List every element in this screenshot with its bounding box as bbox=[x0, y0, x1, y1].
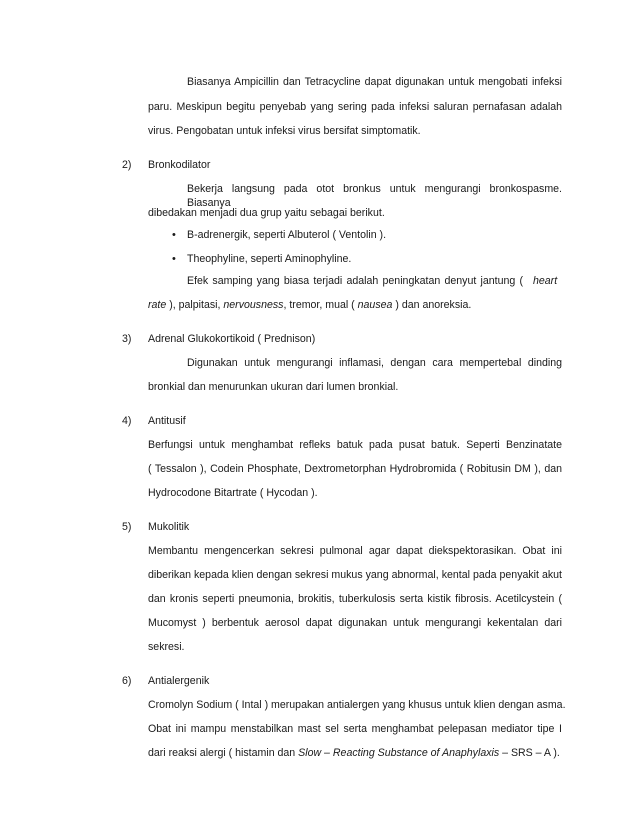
italic-term: Slow – Reacting Substance of Anaphylaxis bbox=[298, 747, 500, 759]
bullet-item: B-adrenergik, seperti Albuterol ( Ventolin ). bbox=[187, 229, 387, 241]
paragraph-line: sekresi. bbox=[148, 641, 185, 653]
paragraph-line: Mucomyst ) berbentuk aerosol dapat digunakan untuk mengurangi kekentalan dari bbox=[148, 617, 562, 629]
paragraph-line: dibedakan menjadi dua grup yaitu sebagai berikut. bbox=[148, 207, 385, 219]
paragraph-line: Biasanya Ampicillin dan Tetracycline dapat digunakan untuk mengobati infeksi bbox=[187, 76, 562, 88]
paragraph-line bbox=[148, 298, 471, 312]
paragraph-line: Bekerja langsung pada otot bronkus untuk mengurangi bronkospasme. Biasanya bbox=[187, 183, 562, 209]
italic-term: heart bbox=[533, 275, 558, 287]
bullet-item: Theophyline, seperti Aminophyline. bbox=[187, 253, 352, 265]
paragraph-line bbox=[148, 746, 560, 760]
paragraph-line: Berfungsi untuk menghambat refleks batuk pada pusat batuk. Seperti Benzinatate bbox=[148, 439, 562, 451]
section-number: 5) bbox=[122, 521, 132, 533]
section-number: 6) bbox=[122, 675, 132, 687]
paragraph-line: dan kronis seperti pneumonia, brokitis, tuberkulosis serta kistik fibrosis. Acetilcystein ( bbox=[148, 593, 562, 605]
paragraph-line: ( Tessalon ), Codein Phosphate, Dextrometorphan Hydrobromida ( Robitusin DM ), dan bbox=[148, 463, 562, 475]
bullet-icon: • bbox=[172, 253, 176, 265]
text-run: ), palpitasi, bbox=[166, 299, 224, 311]
paragraph-line: Membantu mengencerkan sekresi pulmonal agar dapat diekspektorasikan. Obat ini bbox=[148, 545, 562, 557]
text-run: ) dan anoreksia. bbox=[392, 299, 472, 311]
section-number: 4) bbox=[122, 415, 132, 427]
paragraph-line: Digunakan untuk mengurangi inflamasi, dengan cara mempertebal dinding bbox=[187, 357, 562, 369]
paragraph-line: Obat ini mampu menstabilkan mast sel serta menghambat pelepasan mediator tipe I bbox=[148, 723, 562, 735]
paragraph-line: Hydrocodone Bitartrate ( Hycodan ). bbox=[148, 487, 318, 499]
section-title: Bronkodilator bbox=[148, 159, 211, 171]
italic-term: nervousness bbox=[223, 299, 284, 311]
section-title: Mukolitik bbox=[148, 521, 190, 533]
text-run: dari reaksi alergi ( histamin dan bbox=[148, 747, 299, 759]
paragraph-line: Cromolyn Sodium ( Intal ) merupakan antialergen yang khusus untuk klien dengan asma. bbox=[148, 699, 566, 711]
section-number: 2) bbox=[122, 159, 132, 171]
italic-term: rate bbox=[148, 299, 167, 311]
text-run: , tremor, mual ( bbox=[283, 299, 358, 311]
paragraph-line: Efek samping yang biasa terjadi adalah peningkatan denyut jantung ( bbox=[187, 275, 523, 287]
section-title: Antialergenik bbox=[148, 675, 210, 687]
section-title: Adrenal Glukokortikoid ( Prednison) bbox=[148, 333, 316, 345]
paragraph-line: diberikan kepada klien dengan sekresi mukus yang abnormal, kental pada penyakit akut bbox=[148, 569, 562, 581]
section-title: Antitusif bbox=[148, 415, 186, 427]
italic-term: nausea bbox=[357, 299, 393, 311]
section-number: 3) bbox=[122, 333, 132, 345]
paragraph-line: bronkial dan menurunkan ukuran dari lumen bronkial. bbox=[148, 381, 399, 393]
text-run: – SRS – A ). bbox=[499, 747, 560, 759]
paragraph-line: paru. Meskipun begitu penyebab yang sering pada infeksi saluran pernafasan adalah bbox=[148, 101, 562, 113]
paragraph-line: virus. Pengobatan untuk infeksi virus bersifat simptomatik. bbox=[148, 125, 421, 137]
bullet-icon: • bbox=[172, 229, 176, 241]
